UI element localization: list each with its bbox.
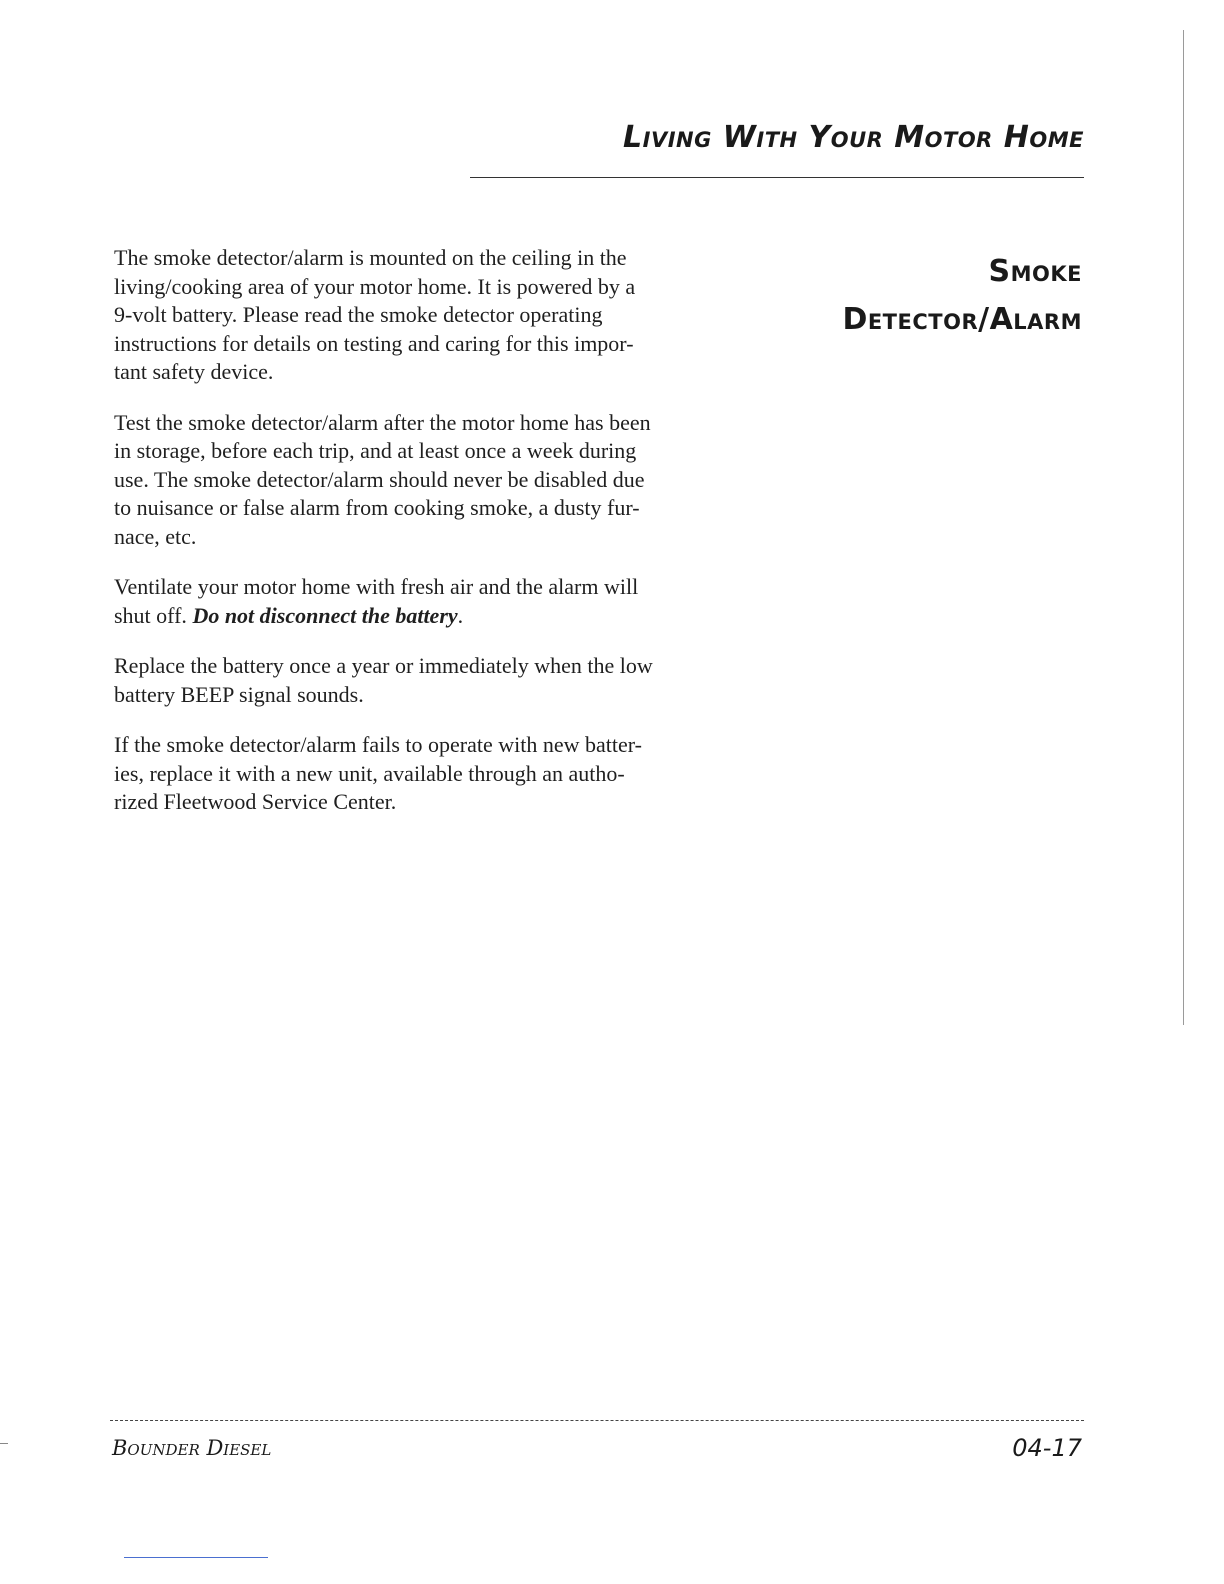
- paragraph-3-emphasis: Do not disconnect the battery: [192, 602, 458, 628]
- paragraph-3-text: Ventilate your motor home with fresh air and the alarm will shut off.: [114, 574, 639, 628]
- footer-rule: [110, 1420, 1084, 1421]
- scan-blue-mark: [124, 1557, 268, 1558]
- paragraph-2: Test the smoke detector/alarm after the motor home has been in storage, before each trip, and at least once a week during use. The smoke detector/alarm should never be disabled due to nuisance or false alarm from cooking smoke, a dusty fur- nace, etc.: [114, 409, 651, 549]
- section-title: [760, 248, 1082, 344]
- header-rule: [470, 177, 1084, 178]
- paragraph-5: If the smoke detector/alarm fails to operate with new batter- ies, replace it with a new unit, available through an autho- rized Fleetwood Service Center.: [114, 732, 642, 814]
- footer-book-title: Bounder Diesel: [112, 1436, 272, 1460]
- section-title-line-2: Detector/Alarm: [842, 302, 1082, 337]
- scan-edge-line: [1183, 30, 1184, 1025]
- paragraph-1: The smoke detector/alarm is mounted on the ceiling in the living/cooking area of your motor home. It is powered by a 9-volt battery. Please read the smoke detector operating instructions for details on testing and caring for this impor- tant safety device.: [114, 245, 636, 384]
- running-header: Living With Your Motor Home: [623, 120, 1084, 155]
- paragraph-3: [114, 573, 726, 630]
- body-text: [114, 244, 726, 839]
- paragraph-3-end: .: [457, 602, 464, 628]
- paragraph-4: Replace the battery once a year or immediately when the low battery BEEP signal sounds.: [114, 653, 653, 707]
- scan-mark: [0, 1443, 8, 1444]
- footer-page-number: 04-17: [1012, 1434, 1082, 1462]
- section-title-line-1: Smoke: [988, 254, 1082, 289]
